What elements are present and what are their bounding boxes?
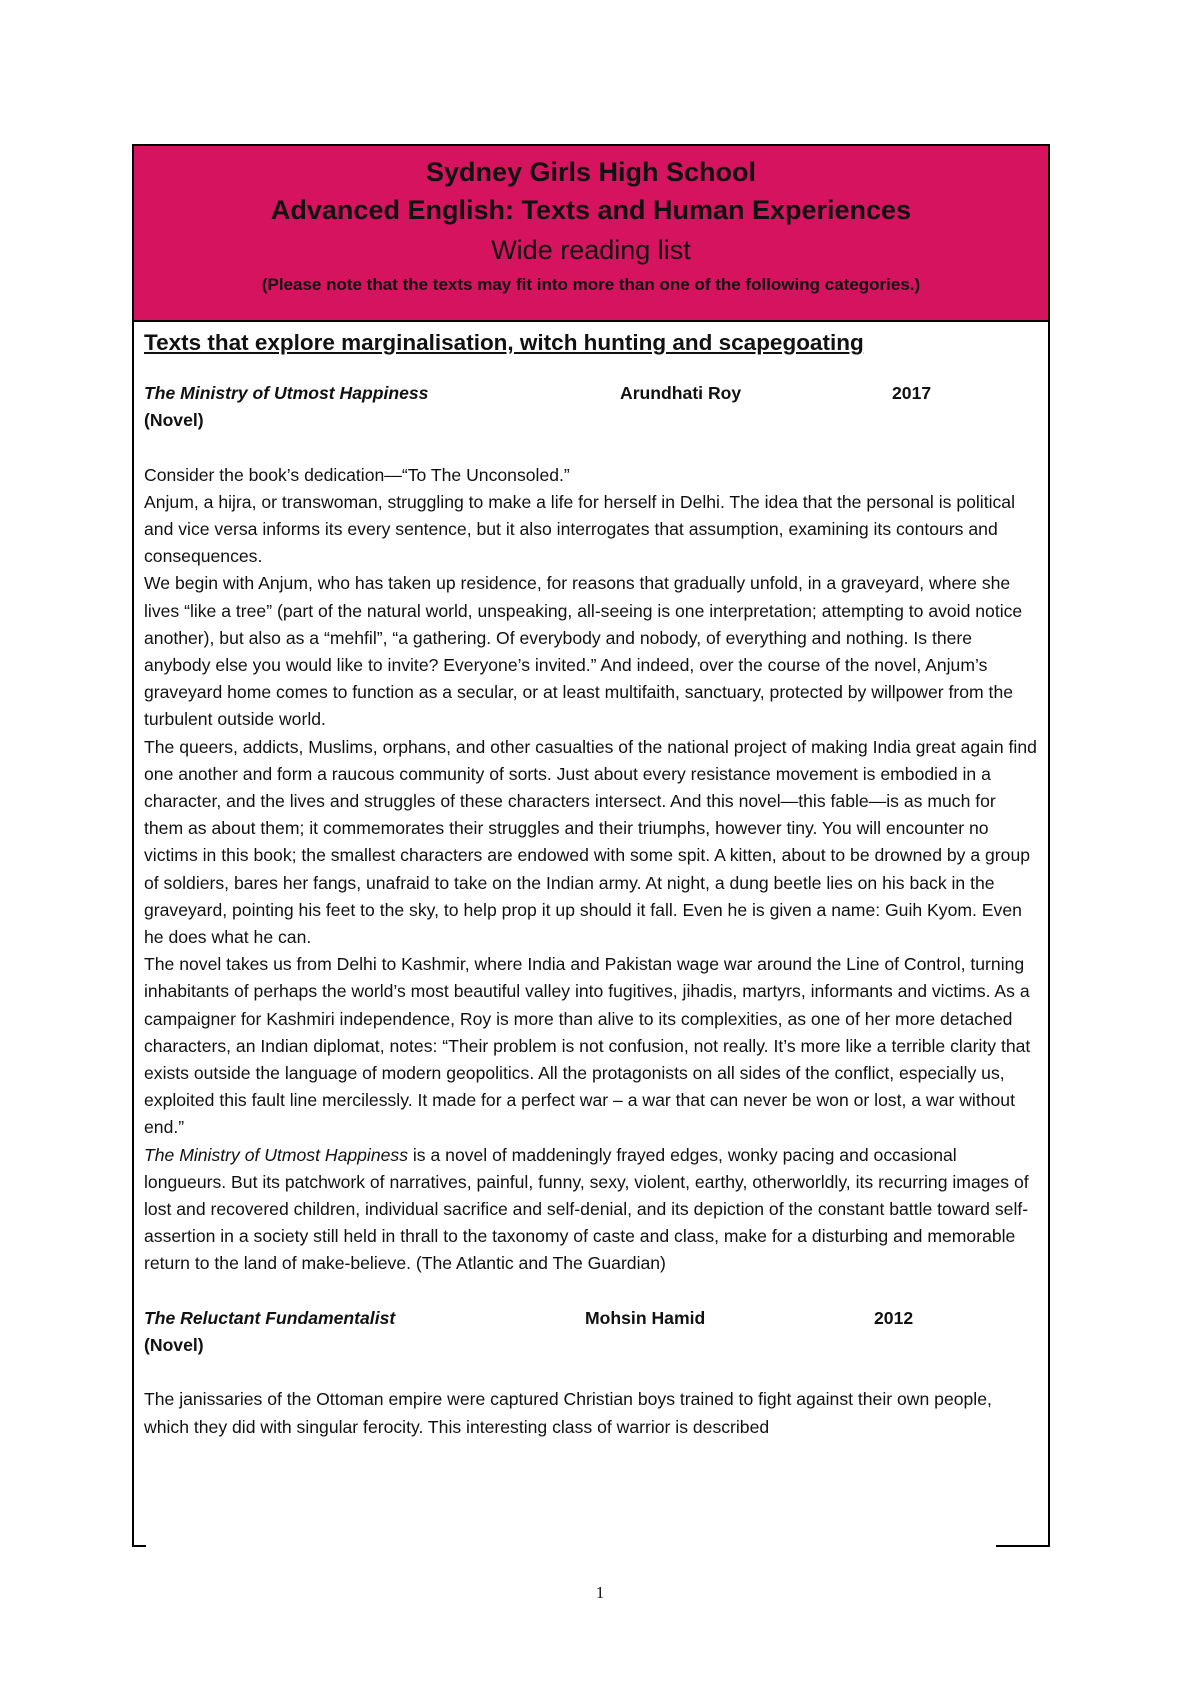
spacer bbox=[144, 434, 1038, 461]
entry-year: 2012 bbox=[874, 1307, 914, 1328]
table-bottom-border-left bbox=[132, 1545, 146, 1547]
entry-header bbox=[144, 1305, 1038, 1332]
spacer bbox=[144, 1278, 1038, 1305]
content-cell bbox=[134, 322, 1048, 1441]
entry-closing-paragraph bbox=[144, 1142, 1038, 1278]
entry-header bbox=[144, 380, 1038, 407]
entry-author: Mohsin Hamid bbox=[585, 1307, 706, 1328]
entry-paragraph: The queers, addicts, Muslims, orphans, and other casualties of the national project of making India great again find one another and form a raucous community of sorts. Just about every resistance movement is embodied in a character, and the lives and struggles of these characters intersect. And this novel—this fable—is as much for them as about them; it commemorates their struggles and their triumphs, however tiny. You will encounter no victims in this book; the smallest characters are endowed with some spit. A kitten, about to be drowned by a group of soldiers, bares her fangs, unafraid to take on the Indian army. At night, a dung beetle lies on his back in the graveyard, pointing his feet to the sky, to help prop it up should it fall. Even he is given a name: Guih Kyom. Even he does what he can. bbox=[144, 736, 1037, 948]
entry-author: Arundhati Roy bbox=[620, 383, 742, 403]
entry-paragraph: Anjum, a hijra, or transwoman, struggling to make a life for herself in Delhi. The idea that the personal is political and vice versa informs its every sentence, but it also interrogates that assumption, examining its contours and consequences. bbox=[144, 491, 1016, 567]
entry-year: 2017 bbox=[892, 383, 932, 403]
section-title: Texts that explore marginalisation, witch hunting and scapegoating bbox=[144, 330, 864, 355]
closing-text: is a novel of maddeningly frayed edges, wonky pacing and occasional longueurs. But its patchwork of narratives, painful, funny, sexy, violent, earthy, otherworldly, its recurring images of lost and recovered children, individual sacrifice and self-denial, and its depiction of the constant battle toward self-assertion in a society still held in thrall to the taxonomy of caste and class, make for a disturbing and memorable return to the land of make-believe. (The Atlantic and The Guardian) bbox=[144, 1144, 1029, 1274]
entry-title: The Ministry of Utmost Happiness bbox=[144, 383, 429, 403]
table-bottom-border-right bbox=[996, 1545, 1050, 1547]
entry-type: (Novel) bbox=[144, 1335, 204, 1356]
entry-paragraph: The janissaries of the Ottoman empire were captured Christian boys trained to fight against their own people, which they did with singular ferocity. This interesting class of warrior is described bbox=[144, 1389, 992, 1437]
category-note: (Please note that the texts may fit into more than one of the following categories.) bbox=[261, 275, 921, 294]
entry-paragraph: Consider the book’s dedication—“To The Unconsoled.” bbox=[144, 464, 570, 485]
page-number: 1 bbox=[595, 1583, 605, 1602]
reading-list-table bbox=[132, 144, 1050, 1547]
spacer bbox=[144, 1359, 1038, 1386]
header-banner bbox=[134, 146, 1048, 322]
closing-book-title: The Ministry of Utmost Happiness bbox=[144, 1144, 408, 1165]
entry-paragraph: We begin with Anjum, who has taken up residence, for reasons that gradually unfold, in a graveyard, where she lives “like a tree” (part of the natural world, unspeaking, all-seeing is one interpretation; attempting to avoid notice another), but also as a “mehfil”, “a gathering. Of everybody and nobody, of everything and nothing. Is there anybody else you would like to invite? Everyone’s invited.” And indeed, over the course of the novel, Anjum’s graveyard home comes to function as a secular, or at least multifaith, sanctuary, protected by willpower from the turbulent outside world. bbox=[144, 573, 1023, 730]
entry-type: (Novel) bbox=[144, 410, 204, 431]
list-title: Wide reading list bbox=[491, 235, 691, 265]
course-title: Advanced English: Texts and Human Experiences bbox=[270, 195, 912, 225]
school-name: Sydney Girls High School bbox=[425, 157, 757, 187]
entry-paragraph: The novel takes us from Delhi to Kashmir, where India and Pakistan wage war around the Line of Control, turning inhabitants of perhaps the world’s most beautiful valley into fugitives, jihadis, martyrs, informants and victims. As a campaigner for Kashmiri independence, Roy is more than alive to its complexities, as one of her more detached characters, an Indian diplomat, notes: “Their problem is not confusion, not really. It’s more like a terrible clarity that exists outside the language of modern geopolitics. All the protagonists on all sides of the conflict, especially us, exploited this fault line mercilessly. It made for a perfect war – a war that can never be won or lost, a war without end.” bbox=[144, 954, 1031, 1138]
entry-title: The Reluctant Fundamentalist bbox=[144, 1307, 396, 1328]
